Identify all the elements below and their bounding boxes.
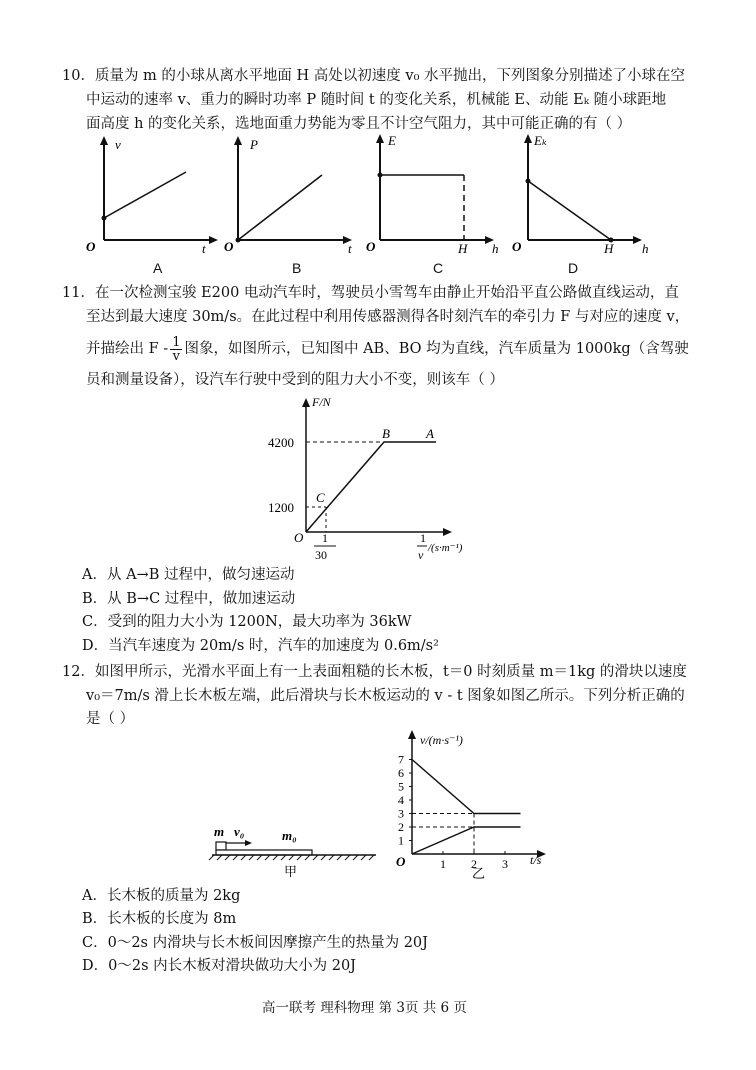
graph-a-line bbox=[104, 172, 186, 218]
q11-ylabel: F/N bbox=[312, 395, 331, 409]
page-footer: 高一联考 理科物理 第 3页 共 6 页 bbox=[262, 1000, 467, 1016]
graph-b-ylabel: P bbox=[250, 137, 258, 152]
graph-b-line bbox=[238, 175, 322, 240]
graph-c-mark: H bbox=[458, 241, 468, 255]
q11-graph bbox=[264, 392, 504, 570]
q12-fig-a-m: m bbox=[214, 824, 225, 839]
q11-option-a: A．从 A→B 过程中，做匀速运动 bbox=[82, 567, 295, 583]
graph-c-xlabel: h bbox=[492, 241, 499, 255]
graph-a-origin: O bbox=[86, 239, 96, 254]
graph-d bbox=[508, 133, 654, 255]
q11-origin: O bbox=[294, 530, 304, 545]
q12-option-a: A．长木板的质量为 2kg bbox=[82, 888, 241, 904]
graph-c-origin: O bbox=[366, 239, 376, 254]
q12-fig-a-caption: 甲 bbox=[284, 864, 298, 879]
q12-vt-xlabel: t/s bbox=[530, 853, 542, 867]
vt-ytick-1: 1 bbox=[398, 833, 404, 848]
q12-slider-block bbox=[216, 842, 226, 850]
vt-ytick-4: 4 bbox=[398, 793, 404, 807]
q11-line-4: 员和测量设备），设汽车行驶中受到的阻力大小不变，则该车（ ） bbox=[86, 372, 504, 388]
q12-vt-origin: O bbox=[396, 854, 406, 869]
q10-line-2: 中运动的速率 v、重力的瞬时功率 P 随时间 t 的变化关系，机械能 E、动能 Eₖ 随小球距地 bbox=[86, 92, 667, 108]
q11-point-c: C bbox=[316, 490, 325, 505]
graph-a-caption: A bbox=[153, 260, 163, 276]
q12-fig-a-v0: v₀ bbox=[234, 824, 245, 839]
q11-line-3b: 图象，如图所示，已知图中 AB、BO 均为直线，汽车质量为 1000kg（含驾驶 bbox=[184, 341, 689, 357]
q11-xlabel-den: v bbox=[418, 548, 424, 562]
q12-line-1: 12．如图甲所示，光滑水平面上有一上表面粗糙的长木板，t＝0 时刻质量 m＝1kg 的滑块以速度 bbox=[62, 664, 687, 680]
q12-option-c: C．0～2s 内滑块与长木板间因摩擦产生的热量为 20J bbox=[82, 935, 428, 951]
graph-d-ylabel: Eₖ bbox=[534, 133, 547, 148]
q11-line-3 bbox=[86, 334, 689, 364]
q12-vt-caption: 乙 bbox=[472, 866, 486, 881]
q12-vt-chart bbox=[390, 722, 570, 882]
q12-line-2: v₀＝7m/s 滑上长木板左端，此后滑块与长木板运动的 v - t 图象如图乙所示。下列分析正确的 bbox=[86, 688, 685, 704]
vt-series-slider bbox=[412, 760, 521, 814]
q11-option-d: D．当汽车速度为 20m/s 时，汽车的加速度为 0.6m/s² bbox=[82, 638, 439, 654]
graph-d-caption: D bbox=[568, 260, 579, 276]
graph-c-ylabel: E bbox=[388, 133, 396, 148]
q12-figure-a bbox=[208, 820, 380, 884]
q11-ytick-1200: 1200 bbox=[268, 500, 294, 515]
q11-option-c: C．受到的阻力大小为 1200N，最大功率为 36kW bbox=[82, 614, 412, 630]
graph-b bbox=[222, 135, 362, 255]
vt-ytick-7: 7 bbox=[398, 752, 404, 767]
q11-segment-bo bbox=[306, 442, 384, 532]
q11-xtick-den: 30 bbox=[315, 548, 327, 562]
q12-line-3: 是（ ） bbox=[86, 711, 135, 727]
graph-b-xlabel: t bbox=[348, 241, 352, 255]
q10-line-3: 面高度 h 的变化关系，选地面重力势能为零且不计空气阻力，其中可能正确的有（ ） bbox=[86, 116, 632, 132]
q12-option-b: B．长木板的长度为 8m bbox=[82, 911, 237, 927]
q11-fraction: $\frac{1}{v}$ bbox=[172, 334, 181, 364]
graph-d-origin: O bbox=[512, 239, 522, 254]
q11-line-3a: 并描绘出 F - bbox=[86, 341, 169, 357]
graph-d-line bbox=[528, 181, 611, 240]
graph-d-mark: H bbox=[604, 241, 614, 255]
vt-xtick-1: 1 bbox=[440, 857, 446, 871]
graph-a bbox=[82, 135, 222, 255]
vt-xtick-3: 3 bbox=[502, 857, 508, 871]
q11-xlabel-num: 1 bbox=[420, 531, 426, 545]
vt-ytick-5: 5 bbox=[398, 779, 404, 794]
q12-vt-ylabel: v/(m·s⁻¹) bbox=[420, 733, 463, 747]
q11-option-b: B．从 B→C 过程中，做加速运动 bbox=[82, 591, 296, 607]
graph-b-caption: B bbox=[292, 260, 302, 276]
vt-series-board bbox=[412, 827, 521, 854]
graph-c-caption: C bbox=[433, 260, 444, 276]
graph-a-ylabel: v bbox=[115, 137, 121, 152]
vt-ytick-2: 2 bbox=[398, 820, 404, 834]
graph-c bbox=[364, 133, 504, 255]
q10-line-1: 10．质量为 m 的小球从离水平地面 H 高处以初速度 v₀ 水平抛出，下列图象分别描述了小球在空 bbox=[62, 68, 686, 84]
q12-fig-a-m0: m₀ bbox=[282, 828, 297, 843]
q12-option-d: D．0～2s 内长木板对滑块做功大小为 20J bbox=[82, 958, 356, 974]
q11-line-2: 至达到最大速度 30m/s。在此过程中利用传感器测得各时刻汽车的牵引力 F 与对应的速度 v， bbox=[86, 309, 690, 325]
q11-xtick-num: 1 bbox=[322, 531, 328, 545]
graph-d-xlabel: h bbox=[642, 241, 649, 255]
q11-line-1: 11．在一次检测宝骏 E200 电动汽车时，驾驶员小雪驾车由静止开始沿平直公路做直线运动，直 bbox=[62, 285, 679, 301]
q11-point-b: B bbox=[382, 426, 390, 441]
q11-ytick-4200: 4200 bbox=[268, 435, 294, 450]
vt-ytick-6: 6 bbox=[398, 766, 404, 780]
q11-point-a: A bbox=[426, 426, 434, 441]
vt-ytick-3: 3 bbox=[398, 806, 404, 821]
graph-a-xlabel: t bbox=[202, 241, 206, 255]
vt-xtick-2: 2 bbox=[471, 857, 477, 871]
graph-b-origin: O bbox=[224, 239, 234, 254]
q11-xlabel: /(s·m⁻¹) bbox=[428, 542, 463, 554]
